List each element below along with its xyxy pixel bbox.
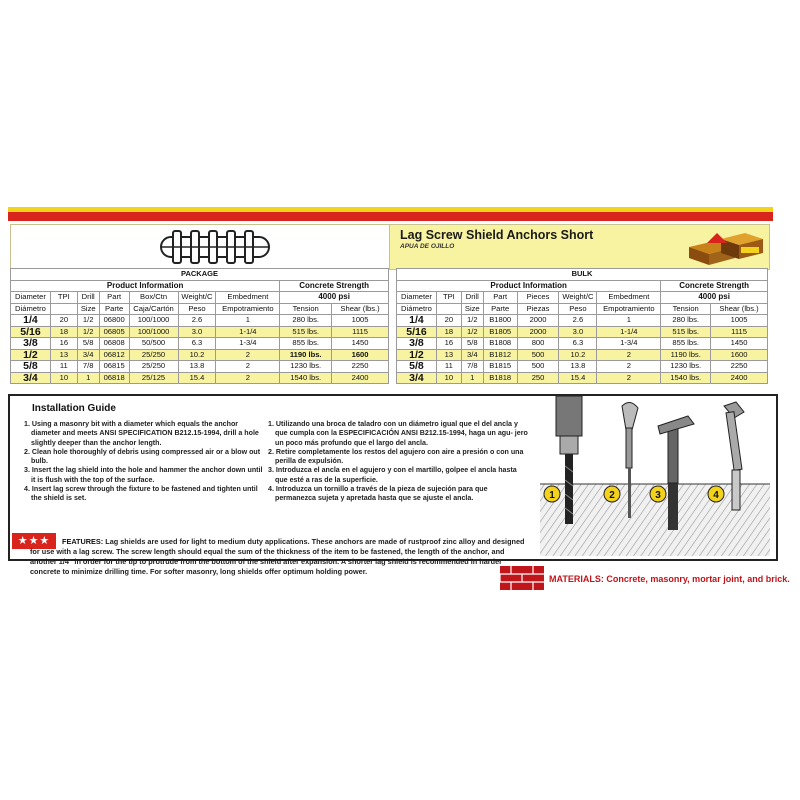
table-cell: 3/4 bbox=[461, 349, 483, 361]
table-cell: 1190 lbs. bbox=[661, 349, 711, 361]
table-cell: 10 bbox=[50, 372, 77, 384]
table-cell: 250 bbox=[517, 372, 559, 384]
col-diameter-es: Diámetro bbox=[397, 303, 437, 315]
col-size-es: Size bbox=[461, 303, 483, 315]
table-cell: 1/4 bbox=[397, 315, 437, 327]
package-concrete-strength: Concrete Strength bbox=[280, 280, 389, 292]
table-cell: 3/8 bbox=[397, 338, 437, 350]
bulk-section-label: BULK bbox=[397, 269, 768, 281]
table-cell: 06818 bbox=[99, 372, 129, 384]
col-box: Box/Ctn bbox=[129, 292, 178, 304]
materials-text: MATERIALS: Concrete, masonry, mortar joint, and brick. bbox=[549, 574, 790, 584]
table-cell: 10.2 bbox=[178, 349, 216, 361]
table-cell: 3.0 bbox=[559, 326, 597, 338]
guide-english-steps bbox=[24, 420, 264, 504]
guide-step-en: 2. Clean hole thoroughly of debris using compressed air or a blow out bulb. bbox=[24, 447, 261, 466]
table-cell: 855 lbs. bbox=[280, 338, 332, 350]
table-cell: 1600 bbox=[711, 349, 768, 361]
table-cell: 15.4 bbox=[559, 372, 597, 384]
col-weight: Weight/C bbox=[178, 292, 216, 304]
table-cell: 1 bbox=[461, 372, 483, 384]
three-star-icon: ★★★ bbox=[12, 533, 56, 549]
table-cell: 1540 lbs. bbox=[280, 372, 332, 384]
table-cell: B1800 bbox=[483, 315, 517, 327]
features-body: Lag shields are used for light to medium duty applications. These anchors are made of rustproof zinc alloy and designed for use with a lag screw. The screw length should equal the sum of the thickness of the item to be fastened, the length of the anchor, and another 1/4" in order for the tip to protrude from the bottom of the shield after expansion. A shorter lag shield is recommended in harder concrete to minimize drilling time. For softer masonry, long shields offer optimum holding power. bbox=[30, 537, 525, 576]
col-parte-es: Parte bbox=[99, 303, 129, 315]
table-cell: 500 bbox=[517, 349, 559, 361]
table-cell: 3.0 bbox=[178, 326, 216, 338]
brick-icon bbox=[500, 566, 544, 590]
col-diameter: Diameter bbox=[11, 292, 51, 304]
table-cell: 13 bbox=[436, 349, 461, 361]
table-cell: 800 bbox=[517, 338, 559, 350]
table-cell: 2000 bbox=[517, 326, 559, 338]
table-cell: 6.3 bbox=[559, 338, 597, 350]
table-cell: 1540 lbs. bbox=[661, 372, 711, 384]
table-cell: 2400 bbox=[332, 372, 389, 384]
package-product-info: Product Information bbox=[11, 280, 280, 292]
table-cell: B1808 bbox=[483, 338, 517, 350]
table-cell: 3/4 bbox=[11, 372, 51, 384]
table-cell: 2.6 bbox=[178, 315, 216, 327]
table-cell: 6.3 bbox=[178, 338, 216, 350]
table-cell: 06808 bbox=[99, 338, 129, 350]
col-tpi-es bbox=[436, 303, 461, 315]
step-badge-2: 2 bbox=[609, 490, 615, 501]
table-cell: 13.8 bbox=[559, 361, 597, 373]
table-row bbox=[11, 361, 389, 373]
col-peso-es: Peso bbox=[178, 303, 216, 315]
table-cell: 50/500 bbox=[129, 338, 178, 350]
col-empotramiento-es: Empotramiento bbox=[216, 303, 280, 315]
product-subtitle: APUA DE OJILLO bbox=[400, 243, 455, 250]
table-cell: 11 bbox=[50, 361, 77, 373]
table-cell: 2400 bbox=[711, 372, 768, 384]
col-tpi: TPI bbox=[50, 292, 77, 304]
table-cell: 25/125 bbox=[129, 372, 178, 384]
table-cell: 1/2 bbox=[397, 349, 437, 361]
table-row bbox=[11, 349, 389, 361]
table-cell: 1115 bbox=[332, 326, 389, 338]
table-cell: 2 bbox=[216, 361, 280, 373]
table-row bbox=[11, 372, 389, 384]
installation-steps-illustration bbox=[540, 396, 770, 556]
table-cell: 11 bbox=[436, 361, 461, 373]
table-cell: 515 lbs. bbox=[280, 326, 332, 338]
step-badge-1: 1 bbox=[549, 490, 555, 501]
table-cell: 2 bbox=[597, 361, 661, 373]
table-cell: 1230 lbs. bbox=[280, 361, 332, 373]
table-cell: 2 bbox=[216, 349, 280, 361]
table-cell: 5/16 bbox=[397, 326, 437, 338]
col-tpi-es bbox=[50, 303, 77, 315]
col-embedment: Embedment bbox=[216, 292, 280, 304]
table-cell: 1-3/4 bbox=[597, 338, 661, 350]
table-cell: 1-1/4 bbox=[597, 326, 661, 338]
table-cell: 1450 bbox=[711, 338, 768, 350]
col-part: Part bbox=[99, 292, 129, 304]
table-cell: 1600 bbox=[332, 349, 389, 361]
features-label: FEATURES: bbox=[62, 537, 104, 546]
bulk-product-info: Product Information bbox=[397, 280, 661, 292]
product-title: Lag Screw Shield Anchors Short bbox=[400, 228, 594, 242]
table-row bbox=[397, 361, 768, 373]
product-boxes-image bbox=[685, 227, 765, 267]
table-cell: 2 bbox=[597, 349, 661, 361]
table-cell: 13.8 bbox=[178, 361, 216, 373]
header-image-area bbox=[11, 225, 390, 269]
guide-spanish-steps bbox=[268, 420, 530, 504]
table-cell: 2250 bbox=[711, 361, 768, 373]
red-stripe bbox=[8, 212, 773, 221]
bulk-psi: 4000 psi bbox=[661, 292, 768, 304]
col-tension: Tension bbox=[661, 303, 711, 315]
col-shear: Shear (lbs.) bbox=[711, 303, 768, 315]
table-cell: 515 lbs. bbox=[661, 326, 711, 338]
table-cell: 25/250 bbox=[129, 361, 178, 373]
table-row bbox=[11, 315, 389, 327]
package-section-label: PACKAGE bbox=[11, 269, 389, 281]
table-cell: 10.2 bbox=[559, 349, 597, 361]
table-cell: 2 bbox=[216, 372, 280, 384]
table-row bbox=[397, 326, 768, 338]
table-cell: 18 bbox=[50, 326, 77, 338]
table-cell: 5/8 bbox=[397, 361, 437, 373]
col-diameter-es: Diámetro bbox=[11, 303, 51, 315]
table-row bbox=[11, 326, 389, 338]
package-psi: 4000 psi bbox=[280, 292, 389, 304]
table-cell: 1450 bbox=[332, 338, 389, 350]
table-row bbox=[11, 338, 389, 350]
col-tpi: TPI bbox=[436, 292, 461, 304]
table-cell: 5/8 bbox=[11, 361, 51, 373]
col-caja-es: Caja/Cartón bbox=[129, 303, 178, 315]
table-row bbox=[397, 349, 768, 361]
lag-shield-anchor-illustration bbox=[155, 227, 275, 267]
table-cell: 06812 bbox=[99, 349, 129, 361]
product-header bbox=[10, 224, 770, 270]
col-part: Part bbox=[483, 292, 517, 304]
table-cell: 1-3/4 bbox=[216, 338, 280, 350]
guide-step-en: 4. Insert lag screw through the fixture to be fastened and tighten until the shield is set. bbox=[24, 485, 258, 503]
table-row bbox=[397, 315, 768, 327]
col-size-es: Size bbox=[77, 303, 99, 315]
guide-step-en: 3. Insert the lag shield into the hole and hammer the anchor down until it is flush with the top of the surface. bbox=[24, 466, 263, 484]
table-cell: 06815 bbox=[99, 361, 129, 373]
table-cell: 280 lbs. bbox=[661, 315, 711, 327]
table-cell: 06805 bbox=[99, 326, 129, 338]
table-cell: 1005 bbox=[332, 315, 389, 327]
table-cell: 1/2 bbox=[77, 315, 99, 327]
table-cell: 1 bbox=[77, 372, 99, 384]
table-cell: 1005 bbox=[711, 315, 768, 327]
table-cell: 1 bbox=[216, 315, 280, 327]
table-cell: 1190 lbs. bbox=[280, 349, 332, 361]
bulk-table bbox=[396, 268, 768, 384]
table-cell: 7/8 bbox=[461, 361, 483, 373]
table-cell: 7/8 bbox=[77, 361, 99, 373]
features-text bbox=[30, 537, 530, 577]
table-cell: 280 lbs. bbox=[280, 315, 332, 327]
table-cell: 06800 bbox=[99, 315, 129, 327]
guide-step-es: 2. Retire completamente los restos del agujero con aire a presión o con una perilla de expulsión. bbox=[268, 447, 524, 466]
step-badge-4: 4 bbox=[713, 490, 719, 501]
table-cell: 2000 bbox=[517, 315, 559, 327]
table-cell: B1818 bbox=[483, 372, 517, 384]
table-cell: B1805 bbox=[483, 326, 517, 338]
table-cell: 100/1000 bbox=[129, 315, 178, 327]
table-cell: 500 bbox=[517, 361, 559, 373]
table-cell: 16 bbox=[50, 338, 77, 350]
guide-step-es: 1. Utilizando una broca de taladro con un diámetro igual que el del ancla y que cumpla con la ESPECIFICACIÓN ANSI B212.15-1994, haga un agu- jero un poco más profundo que el largo del ancla. bbox=[268, 420, 528, 447]
col-piezas-es: Piezas bbox=[517, 303, 559, 315]
col-embedment: Embedment bbox=[597, 292, 661, 304]
col-pieces: Pieces bbox=[517, 292, 559, 304]
guide-step-es: 3. Introduzca el ancla en el agujero y con el martillo, golpee el ancla hasta que esté a ras de la superficie. bbox=[268, 466, 517, 484]
col-peso-es: Peso bbox=[559, 303, 597, 315]
col-parte-es: Parte bbox=[483, 303, 517, 315]
table-cell: 2 bbox=[597, 372, 661, 384]
table-cell: 13 bbox=[50, 349, 77, 361]
table-cell: 1 bbox=[597, 315, 661, 327]
table-cell: 25/250 bbox=[129, 349, 178, 361]
table-cell: 15.4 bbox=[178, 372, 216, 384]
table-cell: 5/8 bbox=[77, 338, 99, 350]
table-cell: 3/4 bbox=[397, 372, 437, 384]
guide-step-en: 1. Using a masonry bit with a diameter which equals the anchor diameter and meets ANSI SPECIFICATION B212.15-1994, drill a hole slightly deeper than the anchor length. bbox=[24, 420, 259, 447]
table-cell: 855 lbs. bbox=[661, 338, 711, 350]
package-table bbox=[10, 268, 389, 384]
table-row bbox=[397, 372, 768, 384]
bulk-concrete-strength: Concrete Strength bbox=[661, 280, 768, 292]
col-empotramiento-es: Empotramiento bbox=[597, 303, 661, 315]
col-drill: Drill bbox=[461, 292, 483, 304]
table-cell: 1/4 bbox=[11, 315, 51, 327]
table-cell: 5/8 bbox=[461, 338, 483, 350]
col-tension: Tension bbox=[280, 303, 332, 315]
table-cell: 100/1000 bbox=[129, 326, 178, 338]
col-drill: Drill bbox=[77, 292, 99, 304]
col-diameter: Diameter bbox=[397, 292, 437, 304]
table-cell: B1812 bbox=[483, 349, 517, 361]
table-cell: 3/4 bbox=[77, 349, 99, 361]
col-shear: Shear (lbs.) bbox=[332, 303, 389, 315]
table-cell: 1/2 bbox=[11, 349, 51, 361]
table-cell: 1-1/4 bbox=[216, 326, 280, 338]
table-cell: 20 bbox=[436, 315, 461, 327]
table-cell: 1/2 bbox=[461, 326, 483, 338]
table-cell: 10 bbox=[436, 372, 461, 384]
table-cell: 2.6 bbox=[559, 315, 597, 327]
table-cell: 20 bbox=[50, 315, 77, 327]
table-cell: 16 bbox=[436, 338, 461, 350]
table-cell: 2250 bbox=[332, 361, 389, 373]
table-cell: 1/2 bbox=[461, 315, 483, 327]
table-cell: 18 bbox=[436, 326, 461, 338]
table-cell: 1/2 bbox=[77, 326, 99, 338]
col-weight: Weight/C bbox=[559, 292, 597, 304]
guide-step-es: 4. Introduzca un tornillo a través de la pieza de sujeción para que permanezca sujeta y apretada hasta que se ajuste el ancla. bbox=[268, 485, 488, 503]
table-cell: 1230 lbs. bbox=[661, 361, 711, 373]
table-cell: 1115 bbox=[711, 326, 768, 338]
table-cell: 3/8 bbox=[11, 338, 51, 350]
table-row bbox=[397, 338, 768, 350]
guide-title: Installation Guide bbox=[32, 403, 116, 414]
table-cell: B1815 bbox=[483, 361, 517, 373]
table-cell: 5/16 bbox=[11, 326, 51, 338]
step-badge-3: 3 bbox=[655, 490, 661, 501]
